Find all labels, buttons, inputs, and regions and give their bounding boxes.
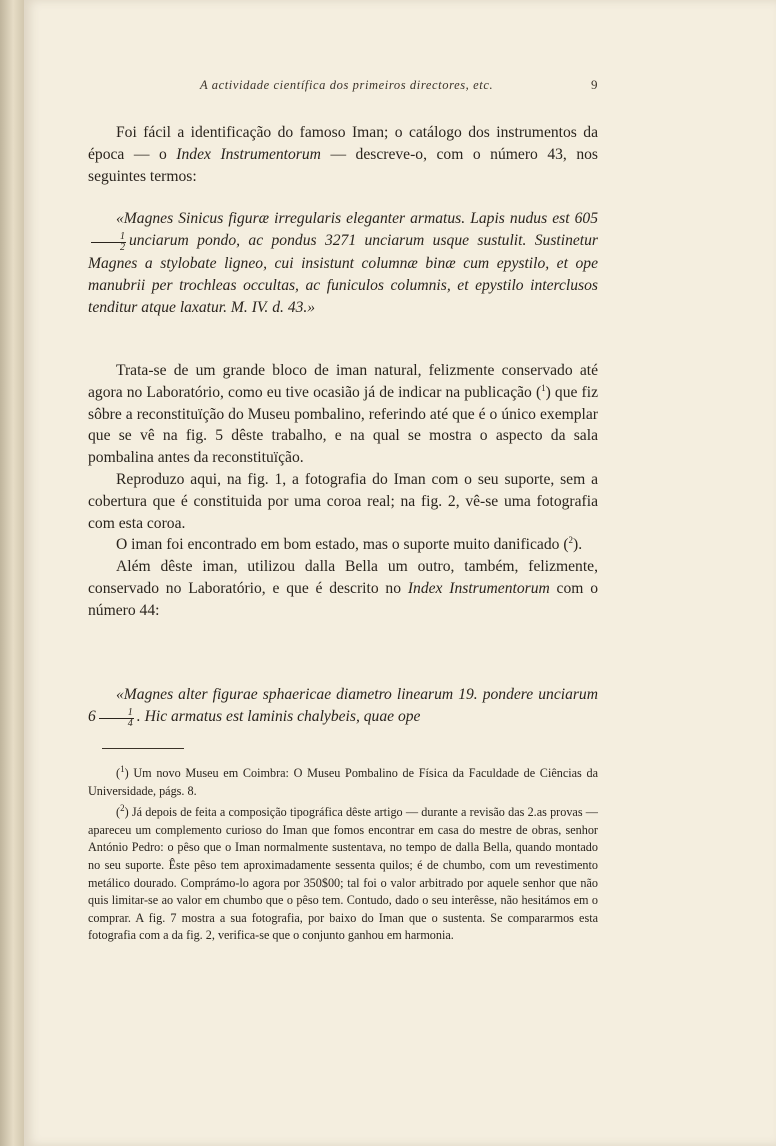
index-title-2: Index Instrumentorum xyxy=(407,579,550,597)
quote1-start: «Magnes Sinicus figuræ irregularis eleganter armatus. Lapis nudus est 605 xyxy=(116,210,598,227)
paragraph-bloco: Trata-se de um grande bloco de iman natural, felizmente conservado até agora no Laboratório, como eu tive ocasião já de indicar na publicação ($^1$) que fiz sôbre a reconstituïção do Museu pombalino, referindo até que é o único exemplar que se vê na fig. 5 dêste trabalho, e na qual se mostra o aspecto da sala pombalina antes da reconstituïção. xyxy=(88,362,598,467)
fraction-quarter: $\frac{1}{4}$ xyxy=(99,708,134,729)
footnote-2: ($^2$) Já depois de feita a composição tipográfica dêste artigo — durante a revisão das 2.as provas — apareceu um complemento curioso do Iman que fomos encontrar em casa do mestre de obras, senhor António Pedro: o pêso que o Iman normalmente sustentava, no tempo de dalla Bella, quando montado no seu suporte. Êste pêso tem aproximadamente sessenta quilos; é de chumbo, com um revestimento metálico dourado. Comprámo-lo agora por 350$00; tal foi o valor arbitrado por aquele senhor que não quis limitar-se ao valor em chumbo que o pêso tem. Contudo, dado o seu interêsse, não hesitámos em o comprar. A fig. 7 mostra a sua fotografia, por baixo do Iman que o sustenta. Se compararmos esta fotografia com a da fig. 2, verifica-se que o conjunto ganhou em harmonia. xyxy=(88,803,598,943)
footnote-mark-2: 2 xyxy=(120,803,125,814)
latin-quote-1 xyxy=(88,208,598,319)
paragraph-intro xyxy=(88,122,598,187)
quote2-start: «Magnes alter figurae sphaericae diametro linearum 19. pondere unciarum 6 xyxy=(88,686,598,725)
paragraph-reproduzo: Reproduzo aqui, na fig. 1, a fotografia do Iman com o seu suporte, sem a cobertura que é constituida por uma coroa real; na fig. 2, vê-se uma fotografia com esta coroa. xyxy=(88,470,598,532)
footnote-ref-1[interactable]: 1 xyxy=(541,382,546,393)
footnotes xyxy=(88,765,598,945)
intro-tail: — descreve-o, com o número 43, nos seguintes termos: xyxy=(88,145,598,185)
fraction-half: $\frac{1}{2}$ xyxy=(91,232,126,253)
running-title: A actividade científica dos primeiros directores, etc. xyxy=(200,78,494,92)
quote1-end: unciarum pondo, ac pondus 3271 unciarum usque sustulit. Sustinetur Magnes a stylobate ligneo, cui insistunt columnæ binæ cum epystilo, et ope manubrii per trochleas occultas, ac funiculos columnis, et epystilo interclusos tenditur atque laxatur. M. IV. d. 43.» xyxy=(88,231,598,316)
paragraph-outro-iman: Além dêste iman, utilizou dalla Bella um outro, também, felizmente, conservado no Laboratório, e que é descrito no Index Instrumentorum com o número 44: xyxy=(88,558,598,619)
footnote-1: ($^1$) Um novo Museu em Coimbra: O Museu Pombalino de Física da Faculdade de Ciências da Universidade, págs. 8. xyxy=(88,763,598,798)
intro-text: Foi fácil a identificação do famoso Iman; o catálogo dos instrumentos da época — o xyxy=(88,124,598,163)
footnote-ref-2[interactable]: 2 xyxy=(568,535,574,546)
index-title: Index Instrumentorum xyxy=(176,145,321,163)
latin-quote-2 xyxy=(88,684,598,729)
footnote-divider xyxy=(102,748,184,749)
footnote-mark-1: 1 xyxy=(120,763,125,774)
quote2-end: . Hic armatus est laminis chalybeis, quae ope xyxy=(136,707,421,725)
page-number: 9 xyxy=(591,77,598,92)
book-spine-shadow xyxy=(0,0,24,1146)
paragraph-estado: O iman foi encontrado em bom estado, mas o suporte muito danificado ($^2$). xyxy=(116,535,583,554)
body-paragraphs xyxy=(88,360,598,622)
